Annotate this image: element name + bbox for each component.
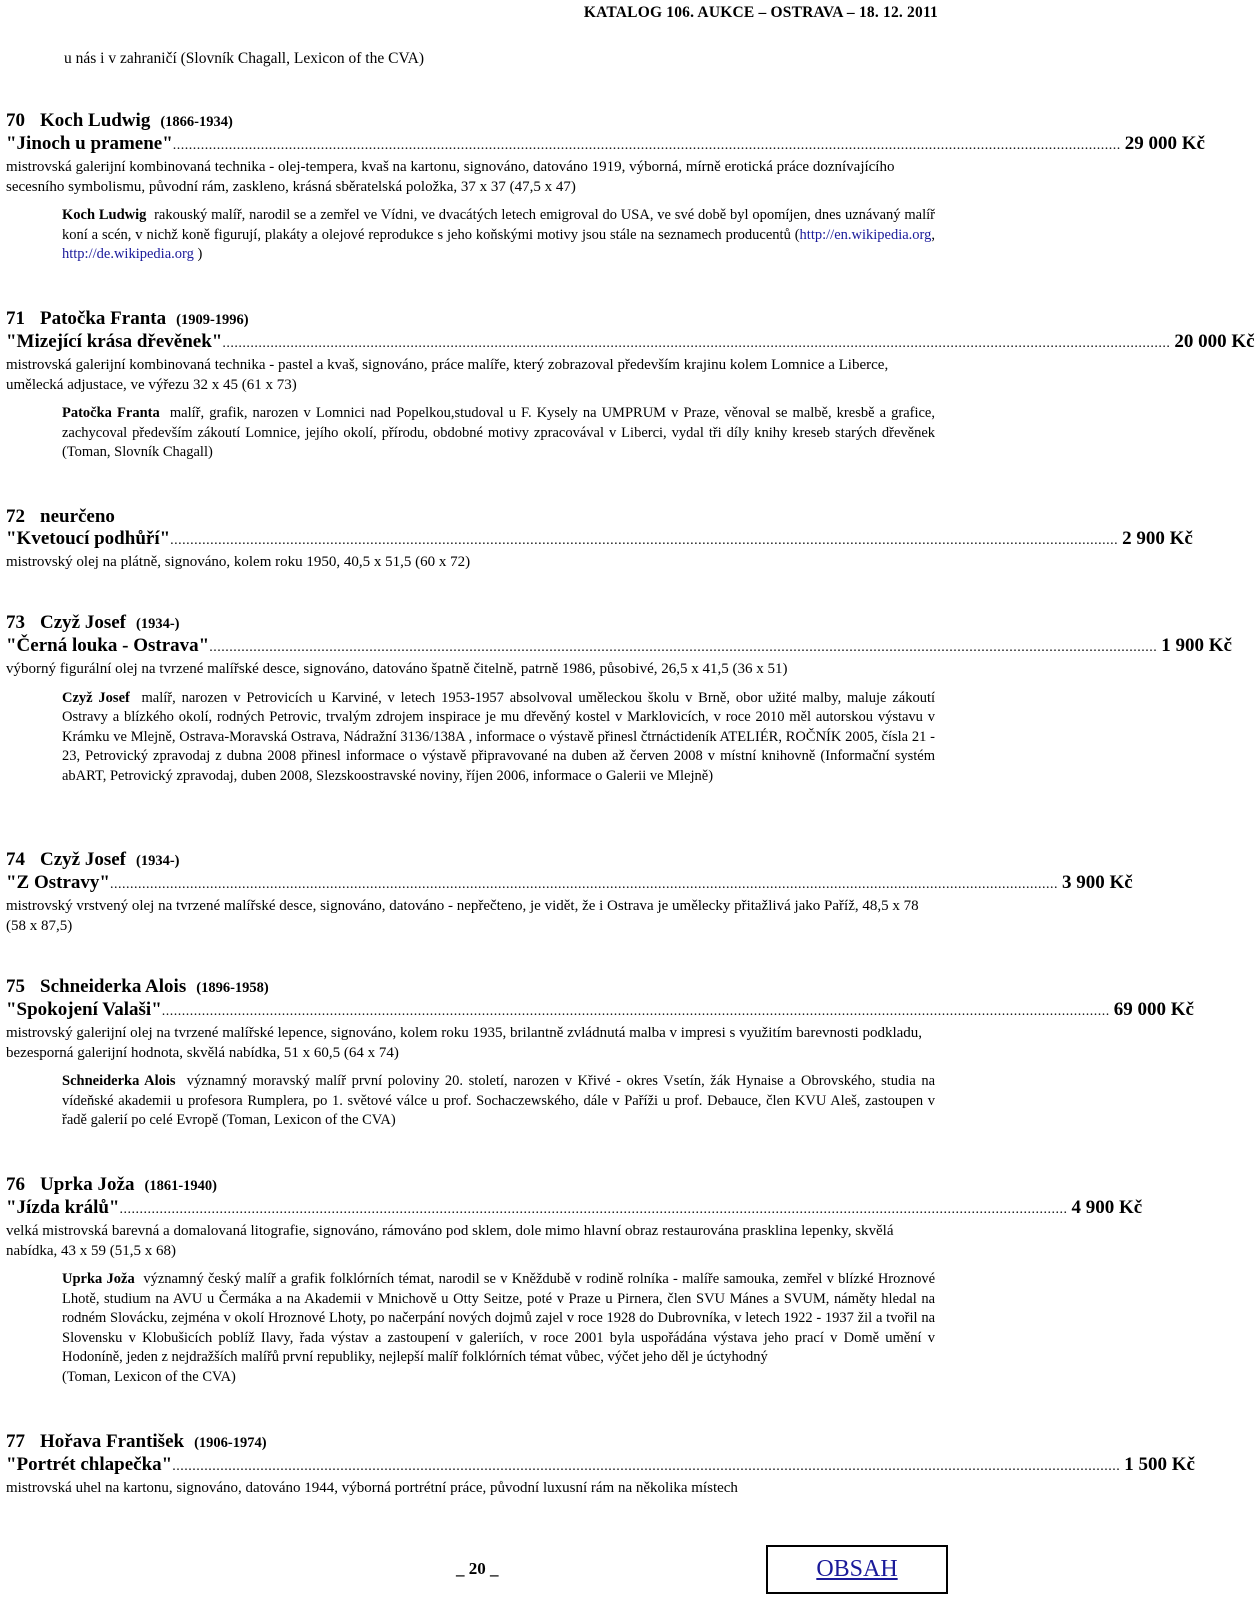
artist-bio — [62, 206, 935, 265]
price: 20 000 Kč — [1174, 331, 1255, 352]
lot-heading — [6, 976, 935, 999]
lot-heading — [6, 1431, 935, 1454]
bio-text: rakouský malíř, narodil se a zemřel ve Vídni, ve dvacátých letech emigroval do USA, ve své době byl opomíjen, dnes uznávaný malíř koní a scén, v nichž koně figurují, plakáty a olejové reprodukce s jeho koňskými motivy jsou stále na seznamech producentů ( — [62, 207, 935, 243]
artist-name: Czyž Josef — [40, 612, 126, 633]
lot-76 — [6, 1174, 1143, 1388]
artist-bio — [62, 689, 935, 787]
price: 1 900 Kč — [1161, 635, 1232, 656]
artwork-description: mistrovská galerijní kombinovaná technika - olej-tempera, kvaš na kartonu, signováno, datováno 1919, výborná, mírně erotická práce doznívajícího secesního symbolismu, původní rám, zaskleno, krásná sběratelská položka, 37 x 37 (47,5 x 47) — [6, 159, 895, 195]
title-row: "Portrét chlapečka" ............................................................................................................................................................................................................................................. 1 500 Kč — [6, 1454, 1195, 1475]
bio-name: Koch Ludwig — [62, 207, 147, 223]
artwork-description: výborný figurální olej na tvrzené malířské desce, signováno, datováno špatně čitelně, patrně 1986, působivé, 26,5 x 41,5 (36 x 51) — [6, 661, 788, 677]
artwork-title: "Spokojení Valaši" — [6, 999, 162, 1020]
lot-heading — [6, 308, 935, 331]
lot-74 — [6, 849, 1133, 936]
lot-heading — [6, 1174, 935, 1197]
title-row: "Kvetoucí podhůří" ............................................................................................................................................................................................................................................. 2 900 Kč — [6, 528, 1193, 549]
artist-name: Koch Ludwig — [40, 110, 151, 131]
lot-number: 72 — [6, 506, 25, 527]
bio-text: malíř, narozen v Petrovicích u Karviné, v letech 1953-1957 absolvoval uměleckou školu v Brně, obor užité malby, maluje zákoutí Ostravy a blízkého okolí, rodných Petrovic, trvalým zdrojem inspirace je mu dřevěný kostel v Marklovicích, v roce 2010 měl autorskou výstavu v Krámku ve Mlejně, Ostrava-Moravská Ostrava, Nádražní 3136/138A , informace o výstavě přinesl čtrnáctideník ATELIÉR, ROČNÍK 2005, čísla 21 - 23, Petrovický zpravodaj z dubna 2008 přinesl informace o výstavě připravované na duben až červen 2008 v místní knihovně (Informační systém abART, Petrovický zpravodaj, duben 2008, Slezskoostravské noviny, říjen 2006, informace o Galerii ve Mlejně) — [62, 689, 936, 784]
artwork-description: mistrovský galerijní olej na tvrzené malířské lepence, signováno, kolem roku 1935, brilantně zvládnutá malba v impresi s využitím barevnosti podkladu, bezesporná galerijní hodnota, skvělá nabídka, 51 x 60,5 (64 x 74) — [6, 1025, 923, 1061]
lot-number: 73 — [6, 612, 25, 633]
lot-70 — [6, 110, 1205, 265]
artist-name: Patočka Franta — [40, 308, 167, 329]
artist-years: (1909-1996) — [176, 312, 249, 328]
artwork-description: velká mistrovská barevná a domalovaná litografie, signováno, rámováno pod sklem, dole mimo hlavní obraz restaurována prasklina lepenky, skvělá nabídka, 43 x 59 (51,5 x 68) — [6, 1223, 894, 1259]
bio-end: ) — [193, 246, 203, 263]
bio-name: Patočka Franta — [62, 405, 160, 421]
artwork-title: "Jinoch u pramene" — [6, 133, 173, 154]
title-row: "Černá louka - Ostrava" ............................................................................................................................................................................................................................................. 1 900 Kč — [6, 635, 1232, 656]
link-separator: , — [931, 226, 935, 243]
lot-71 — [6, 308, 1255, 463]
artwork-title: "Jízda králů" — [6, 1197, 120, 1218]
artwork-title: "Portrét chlapečka" — [6, 1454, 173, 1475]
artist-years: (1861-1940) — [144, 1178, 217, 1194]
bio-name: Czyž Josef — [62, 689, 130, 706]
bio-text: významný český malíř a grafik folklórních témat, narodil se v Kněždubě v rodině rolníka - malíře samouka, zemřel v blízké Hroznové Lhotě, studium na AVU u Čermáka a na Akademii v Mnichově u Otty Seitze, poté v Praze u Pirnera, člen SVU Mánes a SVUM, náměty hledal na rodném Slovácku, zejména v okolí Hroznové Lhoty, po načerpání nových dojmů zajel v roce 1928 do Dubrovníka, v letech 1922 - 1937 žil a tvořil na Slovensku v Klobušicích poblíž Ilavy, řada výstav a zastoupení v galeriích, v roce 2001 byla uspořádána výstava jeho prací v Domě umění v Hodoníně, jeden z nejdražších malířů první republiky, nejlepší malíř folklórních témat vůbec, výčet jeho děl je úctyhodný — [62, 1271, 936, 1366]
artist-bio — [62, 1270, 935, 1388]
artwork-description: mistrovská uhel na kartonu, signováno, datováno 1944, výborná portrétní práce, původní luxusní rám na několika místech — [6, 1480, 738, 1496]
wiki-link-en[interactable]: http://en.wikipedia.org — [799, 226, 932, 243]
title-row: "Jinoch u pramene" ............................................................................................................................................................................................................................................. 29 000 Kč — [6, 133, 1205, 154]
artist-name: Uprka Joža — [40, 1174, 135, 1195]
lot-72 — [6, 506, 1193, 573]
lot-number: 70 — [6, 110, 25, 131]
price: 1 500 Kč — [1124, 1454, 1195, 1475]
price: 69 000 Kč — [1113, 999, 1194, 1020]
artist-years: (1896-1958) — [196, 980, 269, 996]
bio-text: malíř, grafik, narozen v Lomnici nad Popelkou,studoval u F. Kysely na UMPRUM v Praze, věnoval se malbě, kresbě a grafice, zachycoval především zákoutí Lomnice, jejího okolí, přírodu, obdobné motivy zpracovával v Liberci, vydal tři díly knihy kreseb starých dřevěnek (Toman, Slovník Chagall) — [62, 405, 935, 461]
artist-years: (1866-1934) — [160, 114, 233, 130]
bio-text: významný moravský malíř první poloviny 20. století, narozen v Křivé - okres Vsetín, žák Hynaise a Obrovského, studia na vídeňské akademii u profesora Rumplera, po 1. světové válce u prof. Sochaczewského, dále v Paříži u prof. Debauce, člen KVU Aleš, zastoupen v řadě galerií po celé Evropě (Toman, Lexicon of the CVA) — [62, 1073, 936, 1129]
lot-number: 75 — [6, 976, 25, 997]
lot-number: 77 — [6, 1431, 25, 1452]
artist-bio — [62, 404, 935, 463]
bio-name: Schneiderka Alois — [62, 1073, 176, 1089]
artist-name: Czyž Josef — [40, 849, 126, 870]
artwork-description: mistrovský vrstvený olej na tvrzené malířské desce, signováno, datováno - nepřečteno, je vidět, že i Ostrava je umělecky přitažlivá jako Paříž, 48,5 x 78 (58 x 87,5) — [6, 898, 919, 934]
artwork-title: "Mizející krása dřevěnek" — [6, 331, 223, 352]
price: 29 000 Kč — [1124, 133, 1205, 154]
price: 2 900 Kč — [1122, 528, 1193, 549]
artist-name: neurčeno — [40, 506, 115, 527]
lot-number: 74 — [6, 849, 25, 870]
artist-years: (1906-1974) — [194, 1435, 267, 1451]
artist-name: Hořava František — [40, 1431, 185, 1452]
lot-heading — [6, 849, 935, 872]
artist-years: (1934-) — [136, 616, 180, 632]
catalog-header: KATALOG 106. AUKCE – OSTRAVA – 18. 12. 2011 — [583, 4, 938, 21]
lot-number: 71 — [6, 308, 25, 329]
title-row: "Z Ostravy" ............................................................................................................................................................................................................................................. 3 900 Kč — [6, 872, 1133, 893]
lot-heading — [6, 110, 935, 133]
artwork-description: mistrovská galerijní kombinovaná technika - pastel a kvaš, signováno, práce malíře, který zobrazoval především krajinu kolem Lomnice a Liberce, umělecká adjustace, ve výřezu 32 x 45 (61 x 73) — [6, 357, 889, 393]
page-number: _ 20 _ — [456, 1559, 499, 1578]
artwork-description: mistrovský olej na plátně, signováno, kolem roku 1950, 40,5 x 51,5 (60 x 72) — [6, 554, 471, 570]
lot-77 — [6, 1431, 1195, 1499]
title-row: "Spokojení Valaši" ............................................................................................................................................................................................................................................. 69 000 Kč — [6, 999, 1194, 1020]
title-row: "Mizející krása dřevěnek" ............................................................................................................................................................................................................................................. 20 000 Kč — [6, 331, 1255, 352]
lot-73 — [6, 612, 1232, 786]
continuation-text: u nás i v zahraničí (Slovník Chagall, Lexicon of the CVA) — [64, 50, 425, 67]
lot-heading — [6, 612, 935, 635]
title-row: "Jízda králů" ............................................................................................................................................................................................................................................. 4 900 Kč — [6, 1197, 1143, 1218]
artist-bio — [62, 1072, 935, 1131]
lot-heading — [6, 506, 935, 528]
artwork-title: "Z Ostravy" — [6, 872, 110, 893]
artwork-title: "Černá louka - Ostrava" — [6, 635, 210, 656]
artist-name: Schneiderka Alois — [40, 976, 187, 997]
artist-years: (1934-) — [136, 853, 180, 869]
lot-75 — [6, 976, 1194, 1131]
bio-sources: (Toman, Lexicon of the CVA) — [62, 1368, 236, 1385]
bio-name: Uprka Joža — [62, 1271, 135, 1287]
obsah-link-button[interactable]: OBSAH — [766, 1545, 948, 1594]
price: 4 900 Kč — [1071, 1197, 1143, 1218]
price: 3 900 Kč — [1061, 872, 1133, 893]
lot-number: 76 — [6, 1174, 25, 1195]
wiki-link-de[interactable]: http://de.wikipedia.org — [62, 246, 194, 263]
artwork-title: "Kvetoucí podhůří" — [6, 528, 171, 549]
